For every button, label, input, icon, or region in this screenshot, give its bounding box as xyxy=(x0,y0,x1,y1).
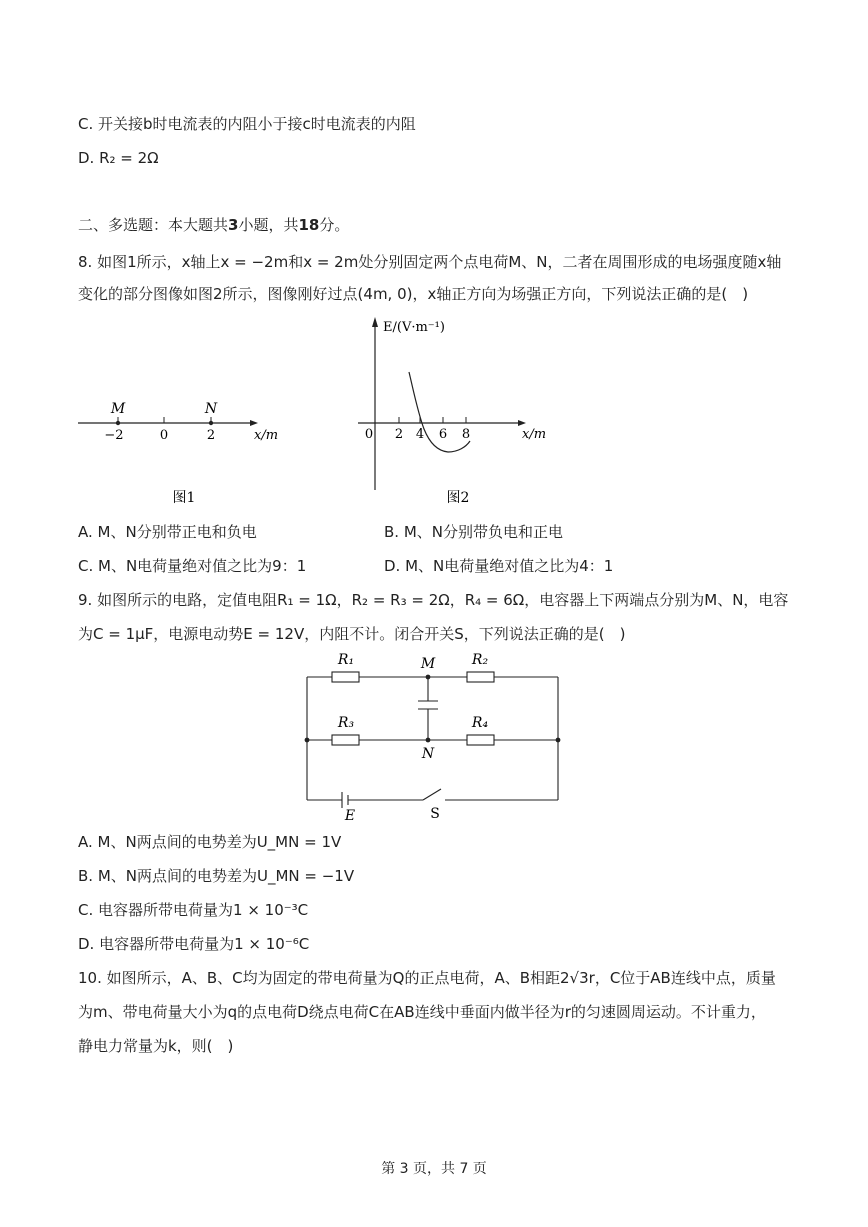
label-s: S xyxy=(430,806,440,822)
fig1-caption: 图1 xyxy=(172,490,196,506)
q8-option-c: C. M、N电荷量绝对值之比为9：1 xyxy=(78,557,307,575)
label-e: E xyxy=(344,808,356,824)
q9-option-c: C. 电容器所带电荷量为1 × 10⁻³C xyxy=(78,901,309,919)
label-r3: R₃ xyxy=(337,715,355,731)
q8-option-a: A. M、N分别带正电和负电 xyxy=(78,523,257,541)
switch-blade xyxy=(423,789,441,800)
resistor-r4 xyxy=(467,735,494,745)
q8-figure2 xyxy=(358,317,546,506)
page-footer: 第 3 页，共 7 页 xyxy=(381,1161,487,1177)
q9-option-d: D. 电容器所带电荷量为1 × 10⁻⁶C xyxy=(78,935,310,953)
fig1-tick-2: 2 xyxy=(206,428,216,443)
q9-stem-line1: 9. 如图所示的电路，定值电阻R₁ = 1Ω，R₂ = R₃ = 2Ω，R₄ = 6Ω，电容器上下两端点分别为M、N，电容 xyxy=(78,591,789,609)
fig2-x-axis-label: x/m xyxy=(522,427,547,442)
q9-option-a: A. M、N两点间的电势差为U_MN = 1V xyxy=(78,833,342,851)
section-heading-mid: 小题，共 xyxy=(238,216,299,234)
q8-figure1 xyxy=(78,401,278,506)
q9-stem-line2: 为C = 1μF，电源电动势E = 12V，内阻不计。闭合开关S，下列说法正确的是( ) xyxy=(78,625,626,643)
label-n: N xyxy=(421,746,435,762)
q10-stem-line2: 为m、带电荷量大小为q的点电荷D绕点电荷C在AB连线中垂面内做半径为r的匀速圆周运动。不计重力， xyxy=(78,1003,766,1021)
q9-option-b: B. M、N两点间的电势差为U_MN = −1V xyxy=(78,867,355,885)
fig2-tick-2: 2 xyxy=(394,427,404,442)
fig2-tick-0: 0 xyxy=(364,427,374,442)
resistor-r1 xyxy=(332,672,359,682)
label-r4: R₄ xyxy=(471,715,489,731)
q8-stem-line1: 8. 如图1所示，x轴上x = −2m和x = 2m处分别固定两个点电荷M、N，二者在周围形成的电场强度随x轴 xyxy=(78,253,782,271)
section-question-count: 3 xyxy=(228,216,239,234)
fig1-tick-neg2: −2 xyxy=(104,428,124,443)
section-heading xyxy=(78,215,349,235)
section-score: 18 xyxy=(298,216,320,234)
fig2-tick-6: 6 xyxy=(438,427,448,442)
label-r2: R₂ xyxy=(471,652,489,668)
q8-stem-line2: 变化的部分图像如图2所示，图像刚好过点(4m, 0)，x轴正方向为场强正方向，下列说法正确的是( ) xyxy=(78,285,749,303)
fig2-y-axis-label: E/(V·m⁻¹) xyxy=(383,320,445,335)
fig1-label-n: N xyxy=(204,401,218,417)
fig2-caption: 图2 xyxy=(446,490,470,506)
fig1-tick-0: 0 xyxy=(159,428,169,443)
q8-option-d: D. M、N电荷量绝对值之比为4：1 xyxy=(384,557,614,575)
q10-stem-line1: 10. 如图所示，A、B、C均为固定的带电荷量为Q的正点电荷，A、B相距2√3r，C位于AB连线中点，质量 xyxy=(78,969,776,987)
resistor-r3 xyxy=(332,735,359,745)
q7-option-c: C. 开关接b时电流表的内阻小于接c时电流表的内阻 xyxy=(78,115,416,133)
q9-circuit xyxy=(0,645,868,825)
section-heading-pre: 二、多选题：本大题共 xyxy=(78,216,229,234)
q10-stem-line3: 静电力常量为k，则( ) xyxy=(78,1037,234,1055)
resistor-r2 xyxy=(467,672,494,682)
fig1-label-m: M xyxy=(110,401,126,417)
fig2-tick-8: 8 xyxy=(461,427,471,442)
q8-option-b: B. M、N分别带负电和正电 xyxy=(384,523,563,541)
fig1-axis-label: x/m xyxy=(254,428,279,443)
label-m: M xyxy=(420,656,436,672)
q8-figures xyxy=(0,305,868,515)
q7-option-d: D. R₂ = 2Ω xyxy=(78,149,159,167)
label-r1: R₁ xyxy=(337,652,355,668)
fig2-tick-4: 4 xyxy=(415,427,425,442)
section-heading-post: 分。 xyxy=(319,216,350,234)
